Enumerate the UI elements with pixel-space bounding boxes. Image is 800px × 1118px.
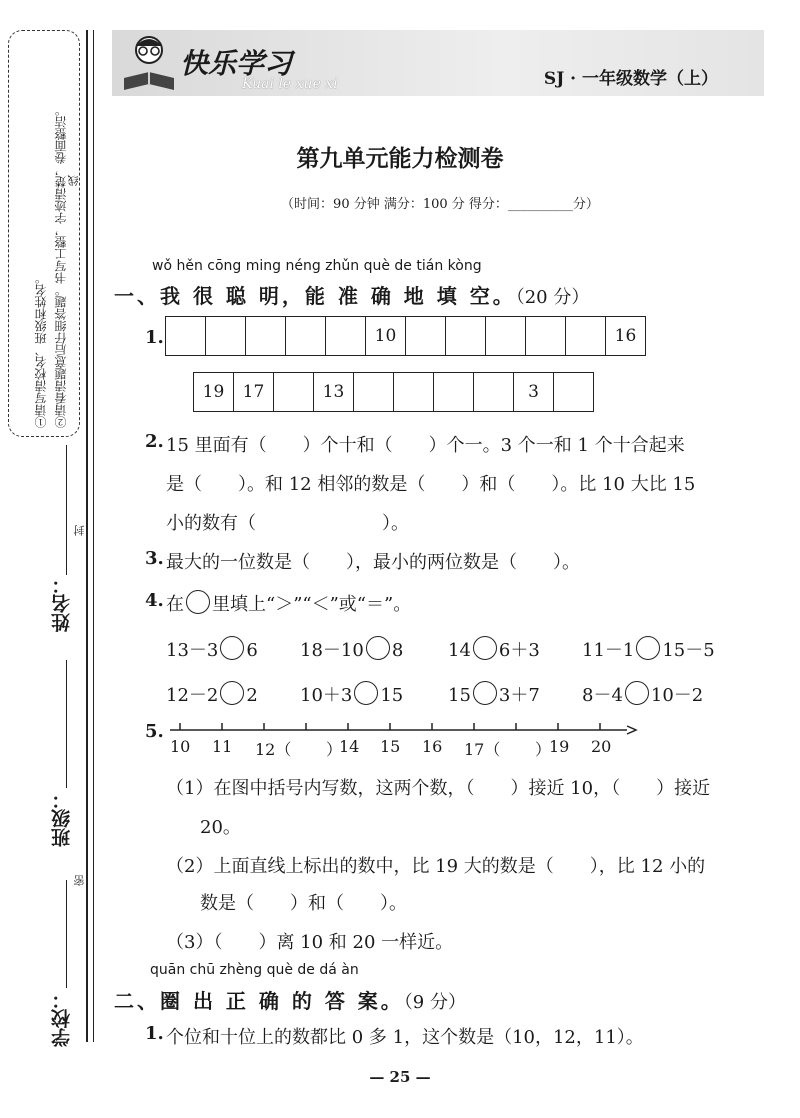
- page-number: — 25 —: [369, 1068, 431, 1086]
- tick-label: 15: [380, 737, 401, 756]
- compare-item: 13－3 6: [166, 636, 258, 662]
- grid-cell: 10: [366, 317, 406, 356]
- grid-cell[interactable]: [554, 373, 594, 412]
- class-line: [66, 660, 67, 788]
- circle-icon: [186, 590, 210, 614]
- school-line: [66, 880, 67, 988]
- q2-line2: 是（ ）。和 12 相邻的数是（ ）和（ ）。比 10 大比 15: [166, 474, 696, 495]
- q4-text-a: 在: [166, 594, 184, 615]
- q5-part3: （3）（ ）离 10 和 20 一样近。: [166, 932, 454, 953]
- seal-mi: 密: [73, 875, 86, 886]
- grid-cell[interactable]: [446, 317, 486, 356]
- answer-circle[interactable]: [220, 681, 244, 705]
- grid-cell[interactable]: [286, 317, 326, 356]
- tick-label: 16: [422, 737, 443, 756]
- q1-number: 1.: [145, 327, 164, 348]
- grid-cell[interactable]: [326, 317, 366, 356]
- page-title: 第九单元能力检测卷: [296, 146, 504, 172]
- q5-part1-line1: （1）在图中括号内写数，这两个数，（ ）接近 10，（ ）接近: [166, 778, 711, 799]
- tick-label: 14: [339, 737, 360, 756]
- compare-item: 18－10 8: [300, 636, 403, 662]
- compare-item: 10＋3 15: [300, 681, 403, 707]
- q4-text-b: 里填上“＞”“＜”或“＝”。: [212, 594, 412, 615]
- q3-text: 最大的一位数是（ ），最小的两位数是（ ）。: [166, 552, 580, 573]
- answer-circle[interactable]: [220, 636, 244, 660]
- class-label: 班级：: [51, 790, 73, 847]
- grid-cell: 13: [314, 373, 354, 412]
- tick-label: 20: [591, 737, 612, 756]
- answer-circle[interactable]: [366, 636, 390, 660]
- q5-number: 5.: [145, 721, 164, 742]
- q4-number: 4.: [145, 590, 164, 611]
- section1-title: 一、我 很 聪 明，能 准 确 地 填 空。: [114, 284, 516, 308]
- grid-cell[interactable]: [474, 373, 514, 412]
- grid-cell[interactable]: [406, 317, 446, 356]
- grid-cell[interactable]: [526, 317, 566, 356]
- number-grid-row1: [165, 316, 646, 356]
- q5-part2-line2: 数是（ ）和（ ）。: [200, 893, 407, 914]
- tick-label: 10: [170, 737, 191, 756]
- name-line: [66, 445, 67, 575]
- section2-title: 二、圈 出 正 确 的 答 案。: [114, 989, 404, 1013]
- grid-cell[interactable]: [434, 373, 474, 412]
- tick-label: 19: [549, 737, 570, 756]
- section2-pinyin: quān chū zhèng què de dá àn: [150, 962, 359, 978]
- logo-pinyin: Kuai le xue xi: [242, 76, 338, 92]
- compare-item: 12－2 2: [166, 681, 258, 707]
- course-title: SJ · 一年级数学（上）: [543, 69, 718, 89]
- binding-line-inner: [93, 30, 94, 1042]
- grid-cell[interactable]: [566, 317, 606, 356]
- tick-label: ）: [326, 740, 343, 759]
- compare-item: 14 6＋3: [448, 636, 540, 662]
- number-grid-row2: [193, 372, 594, 412]
- section2-score: （9 分）: [403, 992, 466, 1013]
- tick-label: ）: [535, 740, 552, 759]
- grid-cell[interactable]: [166, 317, 206, 356]
- grid-cell[interactable]: [246, 317, 286, 356]
- compare-item: 15 3＋7: [448, 681, 540, 707]
- q2-line1: 15 里面有（ ）个十和（ ）个一。3 个一和 1 个十合起来: [166, 435, 685, 456]
- compare-item: 8－4 10－2: [582, 681, 703, 707]
- exam-info: （时间：90 分钟 满分：100 分 得分：__________分）: [281, 197, 599, 212]
- grid-cell[interactable]: [394, 373, 434, 412]
- grid-cell[interactable]: [486, 317, 526, 356]
- q2-line3: 小的数有（ ）。: [166, 513, 409, 534]
- q2-number: 2.: [145, 431, 164, 452]
- grid-cell: 17: [234, 373, 274, 412]
- instruction-2: ②请看清题意后仔细答题。书写工整，字迹清楚，卷面整洁。: [54, 104, 68, 428]
- answer-circle[interactable]: [354, 681, 378, 705]
- binding-line: [86, 30, 88, 1042]
- grid-cell[interactable]: [206, 317, 246, 356]
- answer-circle[interactable]: [473, 681, 497, 705]
- compare-item: 11－1 15－5: [582, 636, 715, 662]
- tick-label: 11: [212, 737, 233, 756]
- grid-cell[interactable]: [354, 373, 394, 412]
- section2-heading: [114, 985, 466, 1014]
- section1-score: （20 分）: [515, 287, 590, 308]
- s2q1-number: 1.: [145, 1023, 164, 1044]
- answer-circle[interactable]: [473, 636, 497, 660]
- name-label: 姓名：: [51, 575, 73, 632]
- answer-circle[interactable]: [636, 636, 660, 660]
- s2q1-text: 个位和十位上的数都比 0 多 1，这个数是（10，12，11）。: [166, 1027, 644, 1048]
- instruction-1: ①请写清校名、班级和姓名。: [34, 272, 48, 428]
- seal-feng: 封: [73, 525, 86, 536]
- logo-text: 快乐学习: [180, 47, 293, 80]
- tick-label: 17（: [464, 740, 501, 759]
- q5-part1-line2: 20。: [200, 817, 241, 838]
- answer-circle[interactable]: [625, 681, 649, 705]
- q4-text: [166, 590, 411, 616]
- tick-label: 12（: [255, 740, 292, 759]
- section1-heading: [114, 280, 589, 309]
- seal-xian: 线: [67, 175, 80, 186]
- q5-part2-line1: （2）上面直线上标出的数中，比 19 大的数是（ ），比 12 小的: [166, 856, 706, 877]
- reading-boy-icon: [118, 32, 180, 94]
- q3-number: 3.: [145, 548, 164, 569]
- grid-cell: 16: [606, 317, 646, 356]
- grid-cell: 19: [194, 373, 234, 412]
- school-label: 学校：: [51, 990, 73, 1047]
- grid-cell: 3: [514, 373, 554, 412]
- grid-cell[interactable]: [274, 373, 314, 412]
- section1-pinyin: wǒ hěn cōng ming néng zhǔn què de tián kòng: [152, 258, 482, 274]
